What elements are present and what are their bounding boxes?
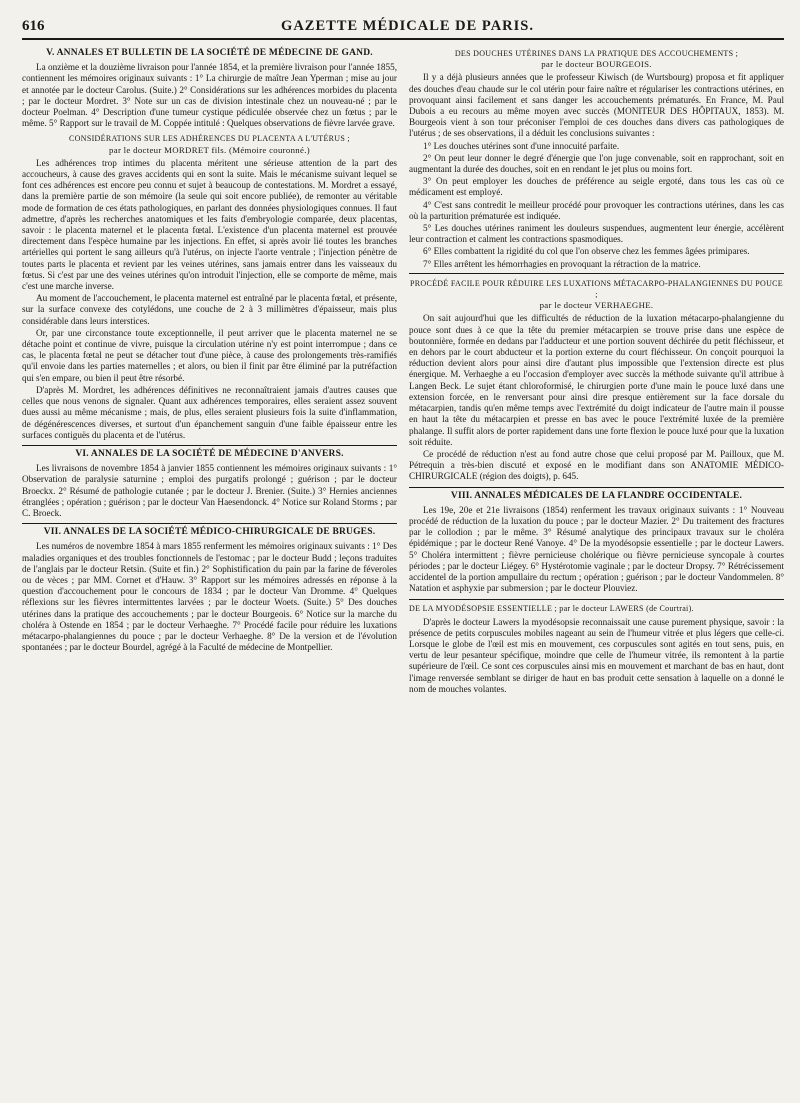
article-author: par le docteur LAWERS (de Courtrai).: [559, 604, 694, 614]
article-author: par le docteur MORDRET fils. (Mémoire couronné.): [109, 144, 310, 155]
paragraph: Les 19e, 20e et 21e livraisons (1854) renferment les travaux originaux suivants : 1° Nouveau procédé de réduction de la luxation du pouce ; par le docteur Mazier. 2° Du traitement des fractures par le collodion ; par le même. 3° Résumé analytique des principaux travaux sur le choléra épidémique ; par le docteur René Vanoye. 4° De la myodésopsie essentielle ; par le docteur Lawers. 5° Choléra intermittent ; fièvre pernicieuse cholérique ou fièvre pernicieuse syncopale à courtes périodes ; par le docteur Liégey. 6° Hystérotomie vaginale ; par le docteur Dropsy. 7° Rétrécissement accidentel de la portion ampullaire du rectum ; opération ; guérison ; par le docteur Vandommelen. 8° Natation et asphyxie par submersion ; par le docteur Plouviez.: [409, 504, 784, 594]
page-number: 616: [22, 18, 45, 34]
paragraph: Les adhérences trop intimes du placenta méritent une sérieuse attention de la part des accoucheurs, à cause des graves accidents qui en sont la suite. Mais le mécanisme suivant lequel se font ces adhérences est encore peu connu et sujet à beaucoup de contestations. M. Mordret a essayé, dans la première partie de son mémoire (la seule qui soit encore publiée), de remonter au véritable mode de formation de ces états pathologiques, en parlant des données physiologiques connues. Il faut admettre, d'après les recherches anatomiques et les faits d'embryologie comparée, deux placentas, savoir : le placenta maternel et le placenta fœtal. L'existence d'un placenta maternel est prouvée directement dans l'espèce humaine par les injections. En effet, si après avoir lié toutes les branches artérielles qui portent le sang ailleurs qu'à l'utérus, on injecte l'aorte ventrale ; l'injection pénètre de toutes parts le placenta et revient par les veines utérines, sans jamais entrer dans les vaisseaux du fœtus. Si c'est par une des veines utérines qu'on introduit l'injection, elle se comporte de même, mais c'est une marche inverse.: [22, 157, 397, 292]
section-title-anvers: VI. ANNALES DE LA SOCIÉTÉ DE MÉDECINE D'ANVERS.: [22, 445, 397, 460]
paragraph: La onzième et la douzième livraison pour l'année 1854, et la première livraison pour l'année 1855, contiennent les mémoires originaux suivants : 1° La chirurgie de maître Jean Yperman ; mise au jour et annotée par le docteur Carolus. (Suite.) 2° Considérations sur les adhérences morbides du placenta ; par le docteur Mordret. 3° Note sur un cas de division intestinale chez un nouveau-né ; par le docteur Poelman. 4° Description d'une tumeur cystique pédiculée observée chez un fœtus ; par le même. 5° Rapport sur le travail de M. Coppée intitulé : Quelques observations de fièvre larvée grave.: [22, 62, 397, 129]
paragraph: Les livraisons de novembre 1854 à janvier 1855 contiennent les mémoires originaux suivants : 1° Observation de paralysie saturnine ; emploi des purgatifs prolongé ; guérison ; par le docteur Broeckx. 2° Résumé de pathologie cutanée ; par le docteur J. Brenier. (Suite.) 3° Hernies anciennes étranglées ; opération ; guérison ; par le docteur Van Haesendonck. 4° Notice sur Roland Storms ; par C. Broeck.: [22, 463, 397, 518]
article-author: par le docteur VERHAEGHE.: [539, 300, 654, 311]
article-title: CONSIDÉRATIONS SUR LES ADHÉRENCES DU PLACENTA A L'UTÉRUS ;: [69, 134, 350, 144]
divider: [409, 273, 784, 274]
article-title: DES DOUCHES UTÉRINES DANS LA PRATIQUE DES ACCOUCHEMENTS ;: [454, 49, 739, 58]
article-author: par le docteur BOURGEOIS.: [541, 59, 652, 70]
paragraph: Les numéros de novembre 1854 à mars 1855 renferment les mémoires originaux suivants : 1° Des maladies organiques et des troubles fonctionnels de l'estomac ; par le docteur Budd ; leçons traduites de l'anglais par le docteur Retsin. (Suite et fin.) 2° Sophistification du pain par la farine de féveroles ou de vèces ; par MM. Cornet et d'Hauw. 3° Rapport sur les mémoires adressés en réponse à la question d'accouchement pour le concours de 1834 ; par le docteur Van Dromme. 4° Quelques réflexions sur les fièvres intermittentes larvées ; par le docteur Woets. (Suite.) 5° Des douches utérines dans la pratique des accouchements ; par le docteur Bourgeois. 6° Notice sur la marche du choléra à Ostende en 1854 ; par le docteur Verhaeghe. 7° Procédé facile pour réduire les luxations métacarpo-phalangiennes du pouce ; par le docteur Verhaeghe. 8° De la version et de l'évolution spontanées ; par le docteur Bourdel, agrégé à la Faculté de médecine de Montpellier.: [22, 541, 397, 653]
paragraph: Or, par une circonstance toute exceptionnelle, il peut arriver que le placenta maternel ne se détache point et continue de vivre, puisque la circulation utérine n'y est point interrompue ; dans ce cas, le placenta fœtal ne peut se détacher tout d'une pièce, à cause des prolongements très-ramifiés qu'il envoie dans les parties maternelles ; et alors, ou bien il finit par être éliminé par la putréfaction qui s'en empare, ou bien il peut être résorbé.: [22, 327, 397, 383]
conclusion-item: 4° C'est sans contredit le meilleur procédé pour provoquer les contractions utérines, dans les cas où la parturition prématurée est indiquée.: [409, 199, 784, 221]
paragraph: Au moment de l'accouchement, le placenta maternel est entraîné par le placenta fœtal, et présente, sur la surface convexe des cotylédons, une couche de 2 à 3 millimètres d'épaisseur, mais plus considérable dans leurs interstices.: [22, 293, 397, 326]
section-title-gand: V. ANNALES ET BULLETIN DE LA SOCIÉTÉ DE MÉDECINE DE GAND.: [46, 48, 373, 58]
paragraph: Ce procédé de réduction n'est au fond autre chose que celui proposé par M. Pailloux, que M. Pétrequin a très-bien discuté et exposé en le modifiant dans son ANATOMIE MÉDICO-CHIRURGICALE (région des doigts), p. 645.: [409, 448, 784, 482]
paragraph: D'après M. Mordret, les adhérences définitives ne reconnaîtraient jamais d'autres causes que celles que nous venons de signaler. Quant aux adhérences temporaires, elles seraient assez souvent dues aussi au même mécanisme ; mais, de plus, elles seraient plusieurs fois la suite d'inflammation, de dégénérescences diverses, et surtout d'un épanchement sanguin d'une faible épaisseur entre les surfaces contiguës du placenta et de l'utérus.: [22, 384, 397, 440]
conclusion-item: 3° On peut employer les douches de préférence au seigle ergoté, dans tous les cas où ce médicament est employé.: [409, 176, 784, 198]
paragraph: D'après le docteur Lawers la myodésopsie reconnaissait une cause purement physique, savoir : la présence de petits corpuscules mobiles nageant au sein de l'humeur vitrée et plus légers que celle-ci. Lorsque le globe de l'œil est mis en mouvement, ces corpuscules sont agités en tout sens, puis, en vertu de leur pesanteur spécifique, moindre que celle de l'humeur vitrée, ils remontent à la partie supérieure de l'œil. Ce sont ces corpuscules ainsi mis en mouvement et marchant de bas en haut, dont l'image renversée semblant se diriger de haut en bas produit cette sensation à laquelle on a donné le nom de mouches volantes.: [409, 616, 784, 694]
article-heading-myodesopsie: [409, 599, 784, 614]
conclusion-item: 6° Elles combattent la rigidité du col que l'on observe chez les femmes âgées primipares.: [423, 246, 750, 257]
conclusion-item: 2° On peut leur donner le degré d'énergie que l'on juge convenable, soit en rapprochant, soit en augmentant la durée des douches, soit en en rendant le jet plus ou moins fort.: [409, 152, 784, 175]
section-title-bruges: VII. ANNALES DE LA SOCIÉTÉ MÉDICO-CHIRURGICALE DE BRUGES.: [22, 523, 397, 538]
conclusion-item: 1° Les douches utérines sont d'une innocuité parfaite.: [423, 140, 620, 151]
paragraph: Il y a déjà plusieurs années que le professeur Kiwisch (de Wurtsbourg) proposa et fit appliquer des douches d'eau chaude sur le col utérin pour faire naître et régulariser les contractions utérines, en provoquant ainsi facilement et sans danger les accouchements prématurés. En France, M. Paul Dubois a eu recours au même moyen avec succès (MONITEUR DES HÔPITAUX, 1853). M. Bourgeois vient à son tour préconiser l'emploi de ces douches dans divers cas pathologiques de l'utérus ; de ses observations, il a déduit les conclusions suivantes :: [409, 72, 784, 139]
running-title: GAZETTE MÉDICALE DE PARIS.: [281, 18, 534, 34]
right-column: [409, 48, 784, 696]
conclusion-item: 5° Les douches utérines raniment les douleurs suspendues, augmentent leur énergie, accélèrent leur contraction et calment les contractions spasmodiques.: [409, 223, 784, 245]
left-column: [22, 48, 397, 696]
article-title: PROCÉDÉ FACILE POUR RÉDUIRE LES LUXATIONS MÉTACARPO-PHALANGIENNES DU POUCE ;: [410, 278, 783, 300]
page-header: [22, 18, 784, 40]
paragraph: On sait aujourd'hui que les difficultés de réduction de la luxation métacarpo-phalangienne du pouce sont dues à ce que la tête du premier métacarpien se trouve prise dans une espèce de boutonnière, formée en dedans par l'adducteur et une portion souvent déchirée du petit fléchisseur, et en dehors par le court abducteur et la portion externe du court fléchisseur. On conçoit pourquoi la réduction devient alors pour ainsi dire d'autant plus impossible que l'extension directe est plus énergique. M. Verhaeghe a eu l'occasion d'employer avec succès la méthode suivante qu'il attribue à Langen Beck. Le sujet étant chloroformisé, le chirurgien porte d'une main le pouce luxé dans une extension forcée, en le renversant pour ainsi dire presque entièrement sur la face dorsale du métacarpien, tandis qu'en même temps avec l'extrémité du doigt indicateur de l'autre main il pousse en haut la tête du métacarpien et presse en bas avec le pouce l'extrémité luxée de la première phalange. Il suffit alors de porter rapidement dans une forte flexion le pouce luxé pour que la luxation soit réduite.: [409, 313, 784, 447]
article-heading-luxations: [409, 278, 784, 312]
conclusion-item: 7° Elles arrêtent les hémorrhagies en provoquant la rétraction de la matrice.: [423, 258, 701, 269]
section-title-flandre: VIII. ANNALES MÉDICALES DE LA FLANDRE OCCIDENTALE.: [409, 487, 784, 502]
article-title: DE LA MYODÉSOPSIE ESSENTIELLE ;: [409, 604, 557, 614]
article-heading-placenta: [22, 133, 397, 155]
columns: [22, 48, 784, 696]
article-heading-douches: [409, 48, 784, 70]
